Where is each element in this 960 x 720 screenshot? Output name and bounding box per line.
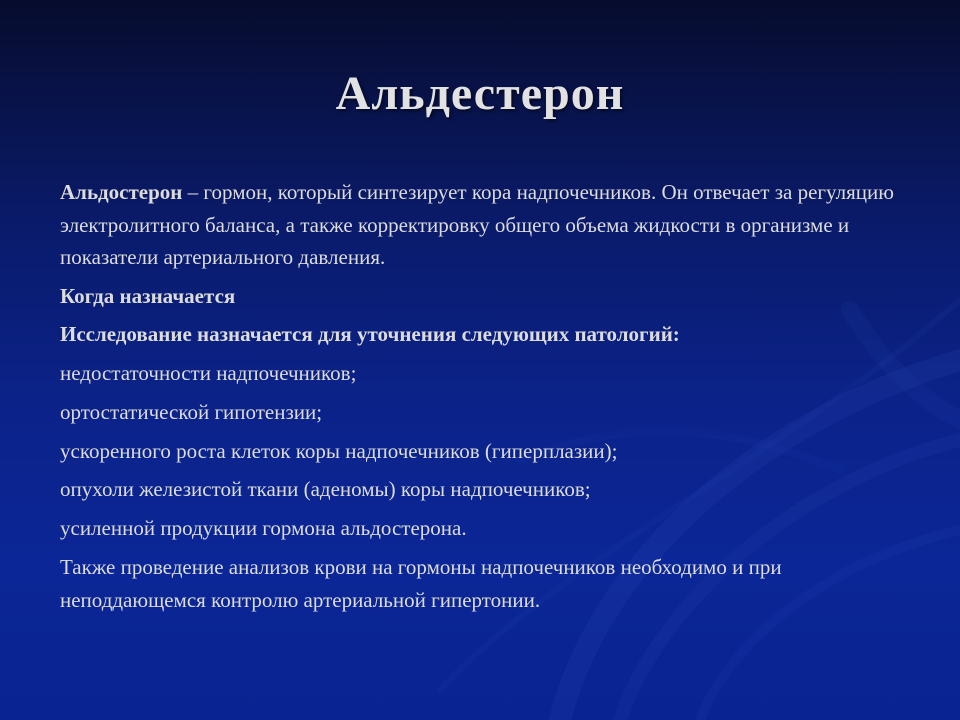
heading-when-prescribed: Когда назначается — [60, 283, 236, 308]
heading-study-indications: Исследование назначается для уточнения следующих патологий: — [60, 322, 680, 347]
list-item: ускоренного роста клеток коры надпочечников (гиперплазии); — [60, 438, 618, 463]
slide-body — [60, 176, 920, 616]
list-item: опухоли железистой ткани (аденомы) коры надпочечников; — [60, 477, 591, 502]
list-item: ортостатической гипотензии; — [60, 399, 323, 424]
slide-title: Альдестерон — [335, 67, 625, 120]
list-item: недостаточности надпочечников; — [60, 361, 357, 386]
outro-paragraph: Также проведение анализов крови на гормоны надпочечников необходимо и при неподдающемся контролю артериальной гипертонии. — [60, 555, 782, 612]
intro-text: – гормон, который синтезирует кора надпочечников. Он отвечает за регуляцию электролитного баланса, а также корректировку общего объема жидкости в организме и показатели артериального давления. — [60, 180, 894, 269]
intro-term: Альдостерон — [60, 180, 183, 204]
intro-paragraph — [60, 176, 920, 274]
list-item: усиленной продукции гормона альдостерона. — [60, 516, 467, 541]
